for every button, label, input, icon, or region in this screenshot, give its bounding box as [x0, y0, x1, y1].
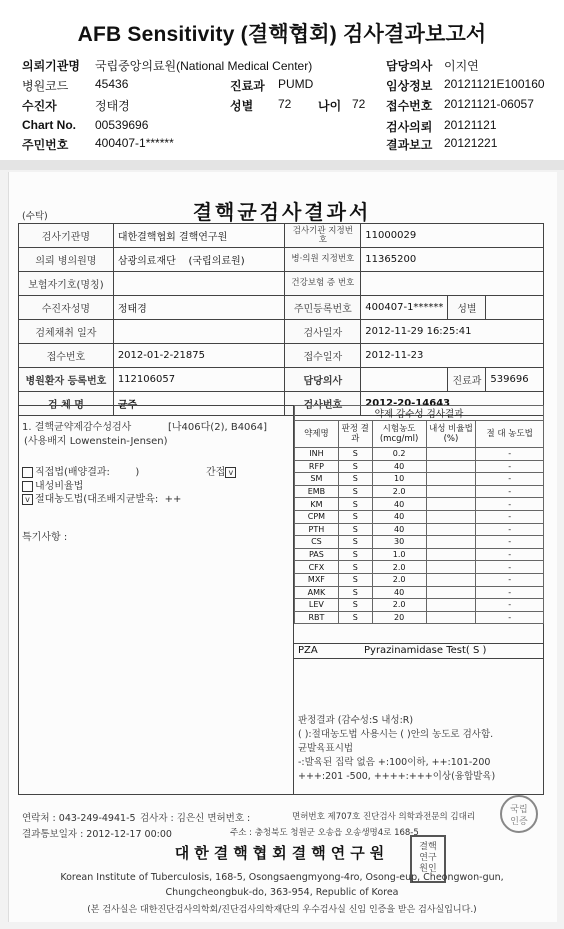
drug-header-abs: 절 대 농도법	[476, 421, 544, 448]
patient-no-label: 병원환자 등록번호	[19, 368, 114, 392]
drug-row: RBT S 20 -	[295, 611, 544, 624]
institute-name-kr: 대한결핵협회결핵연구원	[174, 844, 390, 862]
field-chart-label: Chart No.	[22, 118, 76, 132]
certification-seal: 국립 인증	[500, 795, 538, 833]
license: 면허번호 제707호 진단검사 의학과전문의 김대리	[292, 812, 476, 822]
patient-name-label: 수진자성명	[19, 296, 114, 320]
drug-row: SM S 10 -	[295, 473, 544, 486]
pza-row	[294, 643, 544, 659]
legend-line2: ( ):절대농도법 사용시는 ( )안의 농도로 검사함.	[298, 729, 494, 740]
request-clinic-no-label: 병·의원 지정번호	[285, 248, 361, 272]
drug-row: AMK S 40 -	[295, 586, 544, 599]
examiner: 검사자 : 김은신 면허번호 :	[140, 813, 251, 824]
field-chart-value: 00539696	[95, 118, 149, 132]
direct-method: 직접법(배양결과: )	[22, 463, 139, 478]
pza-label: PZA	[298, 645, 318, 656]
direct-checkbox	[22, 467, 33, 478]
method-line2: (사용배지 Lowenstein-Jensen)	[24, 436, 168, 447]
request-clinic-value: 삼광의료재단 (국립의료원)	[113, 248, 285, 272]
doctor-value	[361, 368, 448, 392]
field-patient-label: 수진자	[22, 99, 57, 113]
drug-header-conc: 시험농도 (mcg/ml)	[372, 421, 426, 448]
abs-conc-method: v 절대농도법(대조배지균발육: ++	[22, 490, 181, 505]
drug-row: PTH S 40 -	[295, 523, 544, 536]
drug-header-ratio: 내성 비율법(%)	[426, 421, 476, 448]
legend-line5: +++:201 -500, ++++:+++이상(융합발육)	[298, 771, 496, 782]
abs-conc-checkbox: v	[22, 494, 33, 505]
institute-address-en2: Chungcheongbuk-do, 363-954, Republic of Korea	[165, 887, 399, 898]
field-patient-value: 정태경	[95, 99, 130, 113]
report-title: 결핵균검사결과서	[192, 200, 372, 224]
specimen-label: 검 체 명	[19, 392, 114, 416]
specimen-info-table	[18, 223, 544, 416]
field-clinical-value: 20121121E100160	[444, 77, 545, 91]
collect-date-value	[113, 320, 285, 344]
report-date: 결과통보일자 : 2012-12-17 00:00	[22, 829, 172, 840]
official-stamp: 결핵 연구 원인	[410, 835, 446, 883]
drug-header-result: 판정 결과	[338, 421, 372, 448]
field-doctor-label: 담당의사	[386, 59, 433, 73]
drug-header-name: 약제명	[295, 421, 339, 448]
field-result-label: 결과보고	[386, 138, 433, 152]
insured-label: 보험자기호(명칭)	[19, 272, 114, 296]
field-request-label: 검사의뢰	[386, 120, 433, 134]
remarks-label: 특기사항 :	[22, 532, 68, 543]
doctor-label: 담당의사	[285, 368, 361, 392]
sex-value	[486, 296, 544, 320]
test-date-label: 검사일자	[285, 320, 361, 344]
patient-no-value: 112106057	[113, 368, 285, 392]
collect-date-label: 검체채취 일자	[19, 320, 114, 344]
health-card-value	[361, 272, 544, 296]
drug-row: MXF S 2.0 -	[295, 573, 544, 586]
indirect-method: 간접 v	[206, 463, 238, 478]
field-dept-label: 진료과	[230, 79, 265, 93]
insured-value	[113, 272, 285, 296]
field-hospital-code-label: 병원코드	[22, 79, 69, 93]
field-request-value: 20121121	[444, 118, 497, 132]
request-clinic-no-value: 11365200	[361, 248, 544, 272]
method-line1: 1. 결핵균약제감수성검사	[22, 422, 132, 433]
section-divider	[0, 160, 564, 170]
drug-row: LEV S 2.0 -	[295, 599, 544, 612]
field-sex-label: 성별	[230, 99, 254, 113]
receipt-no-value: 2012-01-2-21875	[113, 344, 285, 368]
drug-row: PAS S 1.0 -	[295, 548, 544, 561]
legend-line3: 균발육표시법	[298, 743, 354, 754]
test-no-label: 검사번호	[285, 392, 361, 416]
field-receipt-label: 접수번호	[386, 99, 433, 113]
pza-value: Pyrazinamidase Test( S )	[364, 645, 487, 656]
drug-table-title: 약제 감수성 검사결과	[295, 406, 544, 421]
drug-row: RFP S 40 -	[295, 460, 544, 473]
field-sex-value: 72	[278, 97, 292, 111]
institute-address-en1: Korean Institute of Tuberculosis, 168-5, Osongsaengmyong-4ro, Osong-eup, Cheongwon-gun,	[60, 872, 504, 883]
field-institution: 의뢰기관명	[22, 59, 80, 73]
field-result-value: 20121221	[444, 136, 498, 150]
address-kr: 주소 : 충청북도 청원군 오송읍 오송생명4로 168-5	[230, 828, 419, 838]
copy-mark: (수탁)	[22, 211, 48, 222]
agency-no-value: 11000029	[361, 224, 544, 248]
patient-name-value: 정태경	[113, 296, 285, 320]
field-institution-value: 국립중앙의료원(National Medical Center)	[95, 59, 313, 73]
field-age-label: 나이	[318, 99, 342, 113]
receipt-date-value: 2012-11-23	[361, 344, 544, 368]
test-date-value: 2012-11-29 16:25:41	[361, 320, 544, 344]
drug-row: CS S 30 -	[295, 536, 544, 549]
drug-row: EMB S 2.0 -	[295, 485, 544, 498]
drug-row: KM S 40 -	[295, 498, 544, 511]
health-card-label: 건강보험 증 번호	[285, 272, 361, 296]
rrn-value: 400407-1******	[361, 296, 448, 320]
rrn-label: 주민등록번호	[285, 296, 361, 320]
indirect-checkbox: v	[225, 467, 236, 478]
specimen-value: 균주	[113, 392, 285, 416]
legend-line4: -:발육된 집락 없음 +:100이하, ++:101-200	[298, 757, 491, 768]
legend-line1: 판정결과 (감수성:S 내성:R)	[298, 715, 414, 726]
field-rrn-label: 주민번호	[22, 138, 69, 152]
report-header	[0, 0, 564, 160]
drug-row: CFX S 2.0 -	[295, 561, 544, 574]
sex-label: 성별	[448, 296, 486, 320]
dept-label: 진료과	[448, 368, 486, 392]
accreditation-notice: (본 검사실은 대한진단검사의학회/진단검사의학재단의 우수검사실 신임 인증을 받은 검사실입니다.)	[87, 905, 477, 915]
receipt-no-label: 접수번호	[19, 344, 114, 368]
drug-row: INH S 0.2 -	[295, 448, 544, 461]
dept-value: 539696	[486, 368, 544, 392]
field-clinical-label: 임상정보	[386, 79, 433, 93]
agency-label: 검사기관명	[19, 224, 114, 248]
agency-value: 대한결핵협회 결핵연구원	[113, 224, 285, 248]
drug-susceptibility-table	[294, 405, 544, 624]
receipt-date-label: 접수일자	[285, 344, 361, 368]
drug-row: CPM S 40 -	[295, 510, 544, 523]
field-age-value: 72	[352, 97, 366, 111]
agency-no-label: 검사기관 지정번호	[285, 224, 361, 248]
request-clinic-label: 의뢰 병의원명	[19, 248, 114, 272]
resist-ratio-method: 내성비율법	[22, 477, 83, 492]
field-doctor-value: 이지연	[444, 59, 479, 73]
page-title: AFB Sensitivity (결핵협회) 검사결과보고서	[77, 23, 487, 46]
field-receipt-value: 20121121-06057	[444, 97, 534, 111]
field-rrn-value: 400407-1******	[95, 136, 174, 150]
method-code: [나406다(2), B4064]	[168, 422, 268, 433]
test-no-value: 2012-20-14643	[361, 392, 544, 416]
field-hospital-code-value: 45436	[95, 77, 129, 91]
contact-phone: 연락처 : 043-249-4941-5	[22, 813, 136, 824]
field-dept-value: PUMD	[278, 77, 314, 91]
